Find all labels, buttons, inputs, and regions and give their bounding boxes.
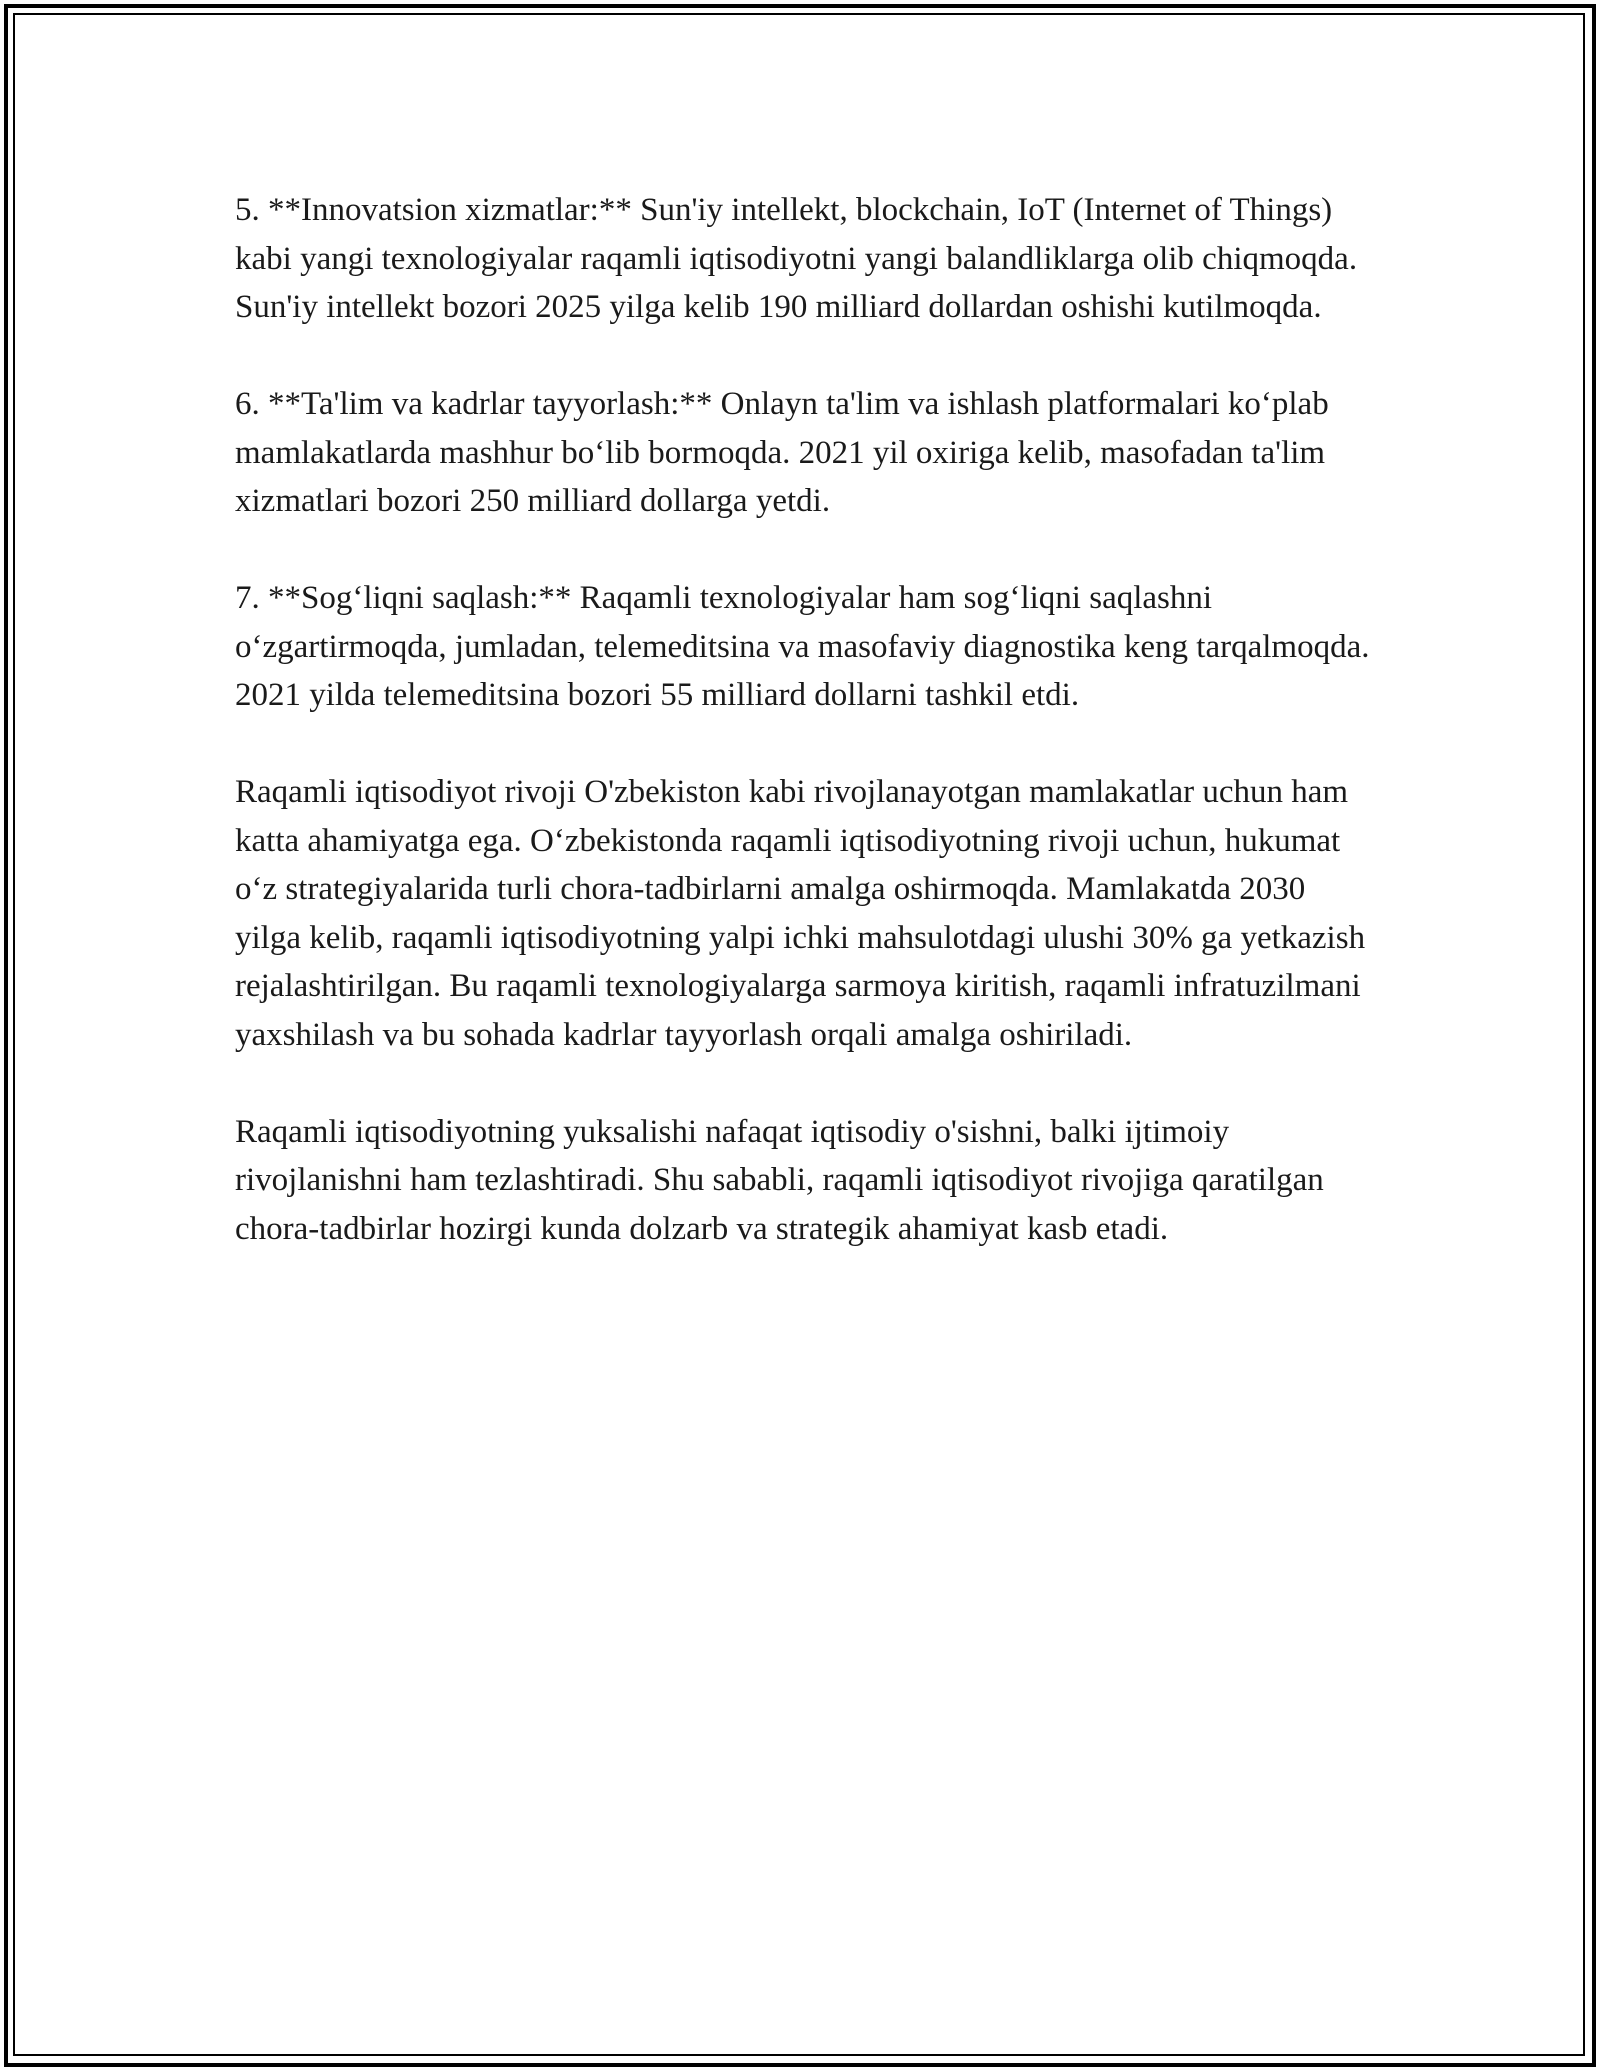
paragraph-innovative-services: 5. **Innovatsion xizmatlar:** Sun'iy intellekt, blockchain, IoT (Internet of Things) kabi yangi texnologiyalar raqamli iqtisodiyotni yangi balandliklarga olib chiqmoqda. Sun'iy intellekt bozori 2025 yilga kelib 190 milliard dollardan oshishi kutilmoqda. — [235, 192, 1358, 325]
paragraph-healthcare: 7. **Sog‘liqni saqlash:** Raqamli texnologiyalar ham sog‘liqni saqlashni o‘zgartirmoqda, jumladan, telemeditsina va masofaviy diagnostika keng tarqalmoqda. 2021 yilda telemeditsina bozori 55 milliard dollarni tashkil etdi. — [235, 580, 1370, 713]
paragraph-conclusion: Raqamli iqtisodiyotning yuksalishi nafaqat iqtisodiy o'sishni, balki ijtimoiy rivojlanishni ham tezlashtiradi. Shu sababli, raqamli iqtisodiyot rivojiga qaratilgan chora-tadbirlar hozirgi kunda dolzarb va strategik ahamiyat kasb etadi. — [235, 1113, 1324, 1247]
paragraph-education-training: 6. **Ta'lim va kadrlar tayyorlash:** Onlayn ta'lim va ishlash platformalari ko‘plab mamlakatlarda mashhur bo‘lib bormoqda. 2021 yil oxiriga kelib, masofadan ta'lim xizmatlari bozori 250 milliard dollarga yetdi. — [235, 386, 1329, 519]
paragraph-uzbekistan-digital-economy: Raqamli iqtisodiyot rivoji O'zbekiston kabi rivojlanayotgan mamlakatlar uchun ham katta ahamiyatga ega. O‘zbekistonda raqamli iqtisodiyotning rivoji uchun, hukumat o‘z strategiyalarida turli chora-tadbirlarni amalga oshirmoqda. Mamlakatda 2030 yilga kelib, raqamli iqtisodiyotning yalpi ichki mahsulotdagi ulushi 30% ga yetkazish rejalashtirilgan. Bu raqamli texnologiyalarga sarmoya kiritish, raqamli infratuzilmani yaxshilash va bu sohada kadrlar tayyorlash orqali amalga oshiriladi. — [235, 774, 1366, 1053]
document-body — [235, 186, 1375, 1302]
